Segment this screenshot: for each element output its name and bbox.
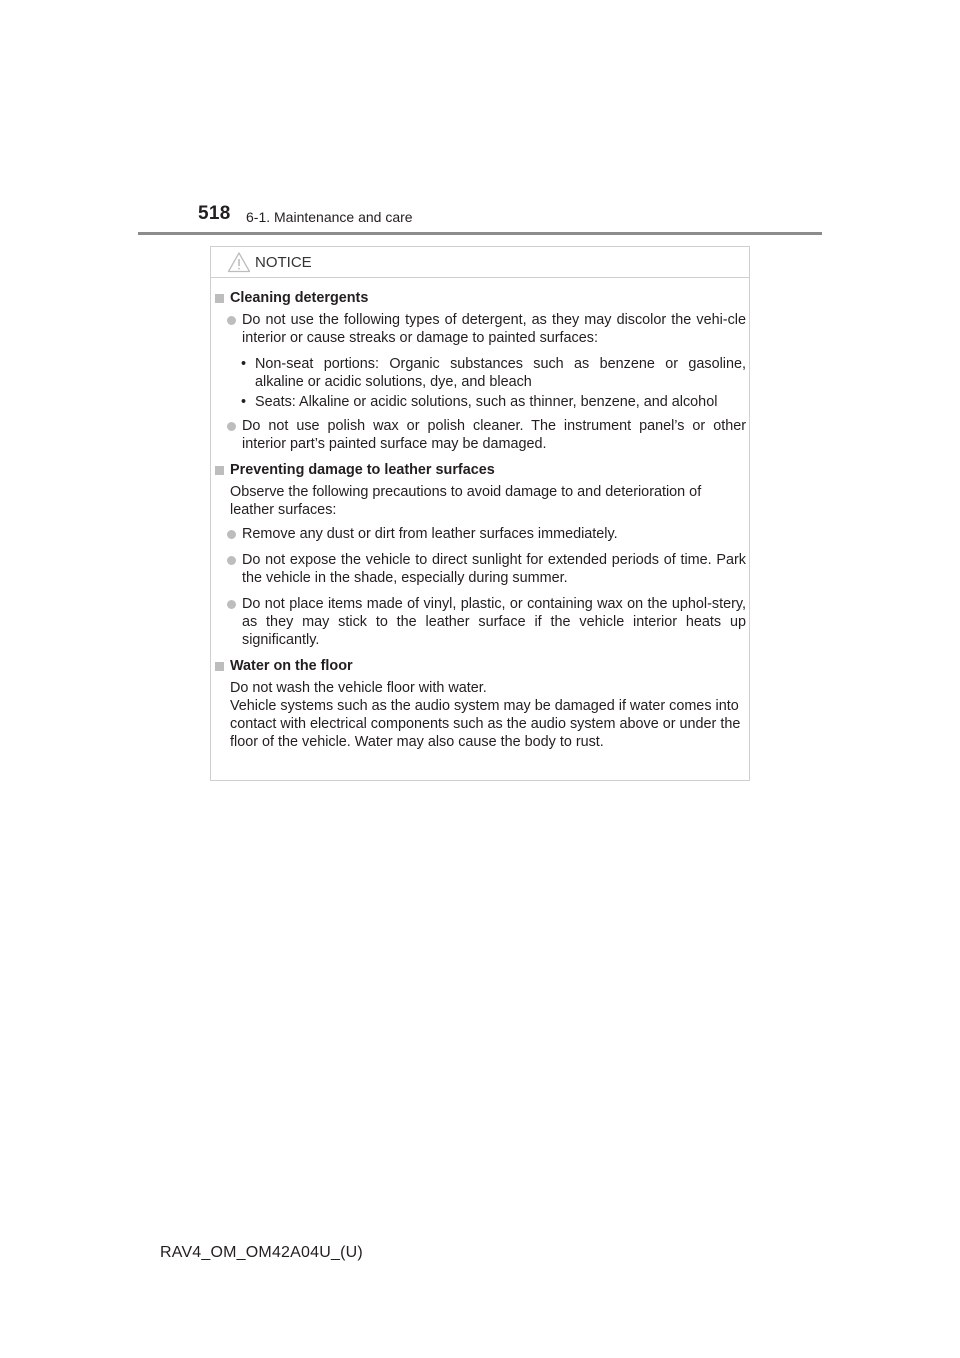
section-heading-water-on-floor: Water on the floor <box>215 657 746 675</box>
paragraph: Do not wash the vehicle floor with water. <box>230 680 487 696</box>
round-bullet-icon <box>227 316 236 325</box>
round-bullet-icon <box>227 530 236 539</box>
round-bullet-icon <box>227 556 236 565</box>
notice-label: NOTICE <box>255 254 312 271</box>
header-rule <box>138 232 822 235</box>
list-item: Do not use the following types of detergent, as they may discolor the vehi-cle interior or cause streaks or damage to painted surfaces: <box>215 311 746 347</box>
section-intro: Observe the following precautions to avoid damage to and deterioration of leather surfaces: <box>230 484 702 518</box>
section-heading-leather-surfaces: Preventing damage to leather surfaces <box>215 461 746 479</box>
notice-header <box>211 247 749 278</box>
sub-list-item: • Non-seat portions: Organic substances such as benzene or gasoline, alkaline or acidic solutions, dye, and bleach <box>241 356 746 390</box>
round-bullet-icon <box>227 600 236 609</box>
round-bullet-icon <box>227 422 236 431</box>
notice-body <box>215 289 746 755</box>
list-item: Remove any dust or dirt from leather surfaces immediately. <box>215 525 746 543</box>
warning-triangle-icon <box>227 251 251 273</box>
list-item: Do not use polish wax or polish cleaner. The instrument panel’s or other interior part’s painted surface may be damaged. <box>215 417 746 453</box>
square-bullet-icon <box>215 466 224 475</box>
list-item: Do not place items made of vinyl, plastic, or containing wax on the uphol-stery, as they may stick to the leather surface if the vehicle interior heats up significantly. <box>215 595 746 649</box>
section-title: 6-1. Maintenance and care <box>246 209 413 225</box>
section-heading-cleaning-detergents: Cleaning detergents <box>215 289 746 307</box>
sub-list-item: • Seats: Alkaline or acidic solutions, such as thinner, benzene, and alcohol <box>241 394 718 410</box>
notice-box <box>210 246 750 781</box>
manual-id: RAV4_OM_OM42A04U_(U) <box>160 1244 363 1261</box>
square-bullet-icon <box>215 294 224 303</box>
square-bullet-icon <box>215 662 224 671</box>
list-item: Do not expose the vehicle to direct sunlight for extended periods of time. Park the vehicle in the shade, especially during summer. <box>215 551 746 587</box>
page-number: 518 <box>198 203 231 224</box>
paragraph: Vehicle systems such as the audio system may be damaged if water comes into contact with electrical components such as the audio system above or under the floor of the vehicle. Water may also cause the body to rust. <box>230 698 741 750</box>
